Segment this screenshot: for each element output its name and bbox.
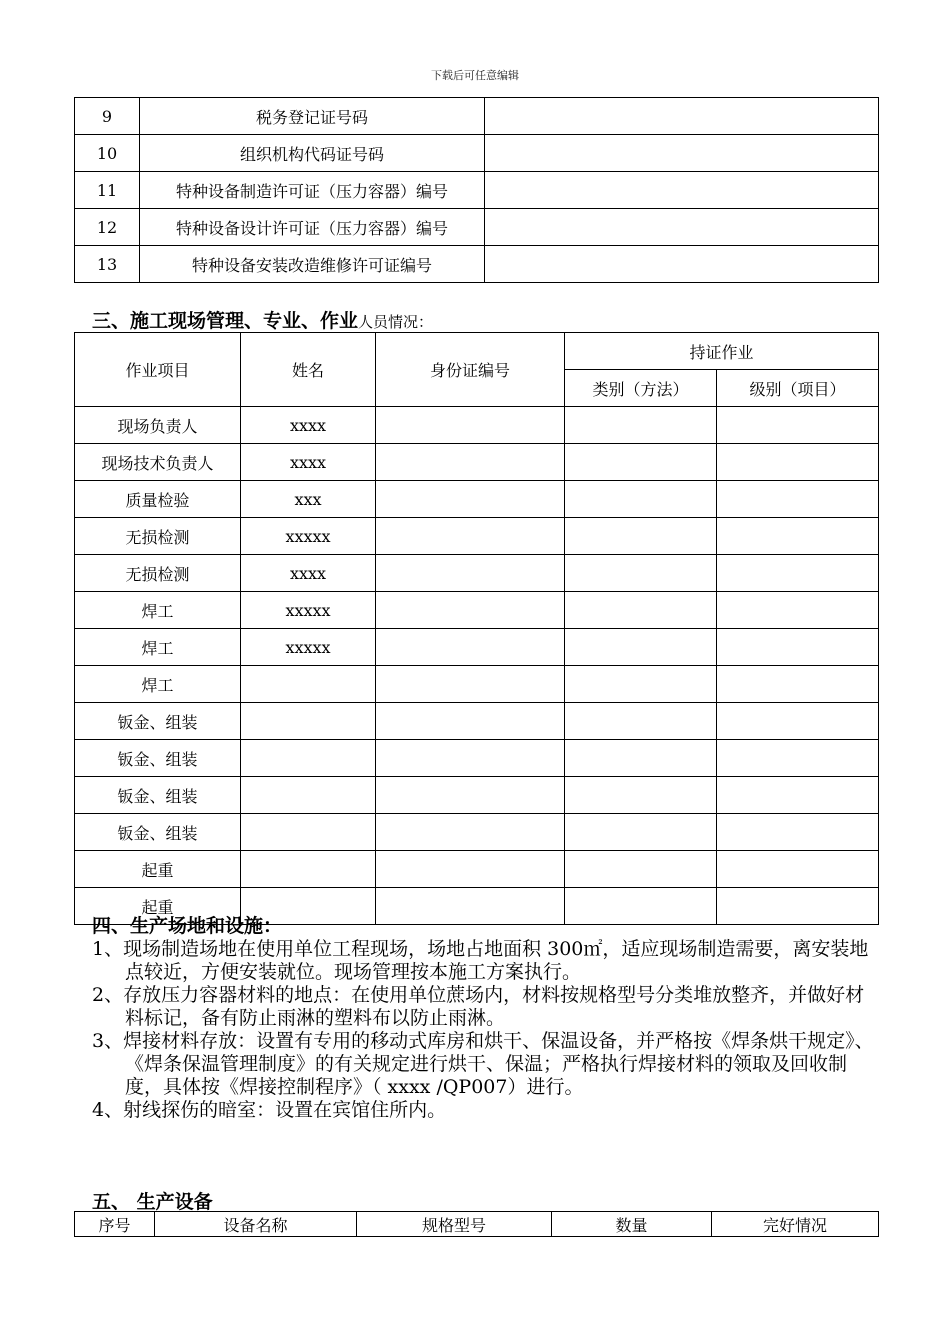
table-row bbox=[75, 481, 879, 518]
header-id: 身份证编号 bbox=[376, 333, 565, 407]
cell-name bbox=[241, 777, 376, 814]
cell-category bbox=[565, 814, 717, 851]
table-row bbox=[75, 444, 879, 481]
cell-category bbox=[565, 555, 717, 592]
license-table bbox=[74, 97, 879, 283]
cell-level bbox=[717, 444, 879, 481]
cell-name bbox=[241, 703, 376, 740]
cell-level bbox=[717, 814, 879, 851]
cell-id bbox=[376, 629, 565, 666]
cell-id bbox=[376, 666, 565, 703]
equipment-table bbox=[74, 1211, 879, 1237]
cell-id bbox=[376, 851, 565, 888]
cell-level bbox=[717, 666, 879, 703]
header-condition: 完好情况 bbox=[712, 1212, 879, 1237]
cell-level bbox=[717, 851, 879, 888]
cell-name: xxxxx bbox=[241, 518, 376, 555]
cell-category bbox=[565, 888, 717, 925]
paragraph: 3、焊接材料存放：设置有专用的移动式库房和烘干、保温设备，并严格按《焊条烘干规定》、《焊条保温管理制度》的有关规定进行烘干、保温；严格执行焊接材料的领取及回收制度，具体按《焊接控制程序》（ xxxx /QP007）进行。 bbox=[92, 1030, 874, 1098]
cell-level bbox=[717, 777, 879, 814]
section3-title-suffix: 人员情况： bbox=[358, 313, 434, 331]
header-equipment-name: 设备名称 bbox=[155, 1212, 357, 1237]
cell-level bbox=[717, 629, 879, 666]
cell-name: xxxx bbox=[241, 444, 376, 481]
row-number: 11 bbox=[75, 172, 140, 209]
cell-item: 焊工 bbox=[75, 629, 241, 666]
cell-category bbox=[565, 777, 717, 814]
section4-paragraphs bbox=[92, 938, 878, 1122]
cell-name: xxxxx bbox=[241, 629, 376, 666]
header-level: 级别（项目） bbox=[717, 370, 879, 407]
row-value bbox=[485, 209, 879, 246]
row-label: 特种设备设计许可证（压力容器）编号 bbox=[140, 209, 485, 246]
cell-level bbox=[717, 481, 879, 518]
table-row bbox=[75, 209, 879, 246]
table-row bbox=[75, 172, 879, 209]
cell-category bbox=[565, 629, 717, 666]
cell-id bbox=[376, 518, 565, 555]
row-label: 税务登记证号码 bbox=[140, 98, 485, 135]
cell-item: 焊工 bbox=[75, 592, 241, 629]
cell-name: xxxx bbox=[241, 407, 376, 444]
section3-title-main: 三、施工现场管理、专业、作业 bbox=[92, 310, 359, 332]
cell-id bbox=[376, 592, 565, 629]
row-number: 12 bbox=[75, 209, 140, 246]
cell-id bbox=[376, 888, 565, 925]
cell-name: xxxxx bbox=[241, 592, 376, 629]
table-row bbox=[75, 246, 879, 283]
table-row bbox=[75, 777, 879, 814]
table-row bbox=[75, 703, 879, 740]
cell-id bbox=[376, 777, 565, 814]
cell-name bbox=[241, 740, 376, 777]
cell-level bbox=[717, 592, 879, 629]
table-row bbox=[75, 555, 879, 592]
cell-item: 现场技术负责人 bbox=[75, 444, 241, 481]
section5-title: 五、 生产设备 bbox=[92, 1191, 213, 1213]
row-number: 13 bbox=[75, 246, 140, 283]
cell-level bbox=[717, 407, 879, 444]
row-value bbox=[485, 172, 879, 209]
table-header-row bbox=[75, 1212, 879, 1237]
cell-category bbox=[565, 666, 717, 703]
row-label: 特种设备制造许可证（压力容器）编号 bbox=[140, 172, 485, 209]
cell-category bbox=[565, 518, 717, 555]
cell-level bbox=[717, 740, 879, 777]
cell-level bbox=[717, 888, 879, 925]
section4-title: 四、生产场地和设施： bbox=[92, 915, 283, 937]
table-row bbox=[75, 407, 879, 444]
row-label: 组织机构代码证号码 bbox=[140, 135, 485, 172]
cell-item: 现场负责人 bbox=[75, 407, 241, 444]
table-row bbox=[75, 851, 879, 888]
cell-category bbox=[565, 481, 717, 518]
personnel-table bbox=[74, 332, 879, 925]
header-model: 规格型号 bbox=[357, 1212, 552, 1237]
cell-id bbox=[376, 481, 565, 518]
table-row bbox=[75, 592, 879, 629]
cell-level bbox=[717, 703, 879, 740]
header-name: 姓名 bbox=[241, 333, 376, 407]
cell-item: 无损检测 bbox=[75, 555, 241, 592]
row-value bbox=[485, 135, 879, 172]
cell-level bbox=[717, 518, 879, 555]
cell-item: 起重 bbox=[75, 851, 241, 888]
cell-id bbox=[376, 740, 565, 777]
table-row bbox=[75, 666, 879, 703]
header-quantity: 数量 bbox=[552, 1212, 712, 1237]
cell-item: 焊工 bbox=[75, 666, 241, 703]
cell-category bbox=[565, 740, 717, 777]
cell-name bbox=[241, 814, 376, 851]
table-row bbox=[75, 740, 879, 777]
row-value bbox=[485, 246, 879, 283]
row-label: 特种设备安装改造维修许可证编号 bbox=[140, 246, 485, 283]
header-category: 类别（方法） bbox=[565, 370, 717, 407]
cell-category bbox=[565, 703, 717, 740]
cell-item: 钣金、组装 bbox=[75, 814, 241, 851]
cell-id bbox=[376, 444, 565, 481]
row-number: 9 bbox=[75, 98, 140, 135]
cell-item: 钣金、组装 bbox=[75, 703, 241, 740]
cell-category bbox=[565, 407, 717, 444]
cell-name: xxx bbox=[241, 481, 376, 518]
header-cert: 持证作业 bbox=[565, 333, 879, 370]
table-row bbox=[75, 135, 879, 172]
cell-item: 无损检测 bbox=[75, 518, 241, 555]
cell-id bbox=[376, 555, 565, 592]
cell-item: 质量检验 bbox=[75, 481, 241, 518]
cell-category bbox=[565, 592, 717, 629]
cell-id bbox=[376, 703, 565, 740]
paragraph: 2、存放压力容器材料的地点：在使用单位蔗场内，材料按规格型号分类堆放整齐，并做好材料标记，备有防止雨淋的塑料布以防止雨淋。 bbox=[92, 984, 865, 1029]
section3-title bbox=[92, 306, 433, 333]
cell-item: 钣金、组装 bbox=[75, 777, 241, 814]
header-note: 下载后可任意编辑 bbox=[431, 69, 519, 82]
row-number: 10 bbox=[75, 135, 140, 172]
cell-id bbox=[376, 407, 565, 444]
cell-name: xxxx bbox=[241, 555, 376, 592]
row-value bbox=[485, 98, 879, 135]
table-row bbox=[75, 629, 879, 666]
paragraph: 4、射线探伤的暗室：设置在宾馆住所内。 bbox=[92, 1099, 447, 1121]
cell-name bbox=[241, 851, 376, 888]
table-row bbox=[75, 518, 879, 555]
header-seq: 序号 bbox=[75, 1212, 155, 1237]
cell-name bbox=[241, 666, 376, 703]
header-item: 作业项目 bbox=[75, 333, 241, 407]
table-row bbox=[75, 98, 879, 135]
cell-item: 钣金、组装 bbox=[75, 740, 241, 777]
cell-item: 起重 bbox=[75, 888, 241, 925]
cell-level bbox=[717, 555, 879, 592]
paragraph: 1、现场制造场地在使用单位工程现场，场地占地面积 300㎡，适应现场制造需要，离安装地点较近，方便安装就位。现场管理按本施工方案执行。 bbox=[92, 938, 869, 983]
cell-category bbox=[565, 851, 717, 888]
cell-category bbox=[565, 444, 717, 481]
cell-id bbox=[376, 814, 565, 851]
table-header-row bbox=[75, 333, 879, 370]
table-row bbox=[75, 814, 879, 851]
